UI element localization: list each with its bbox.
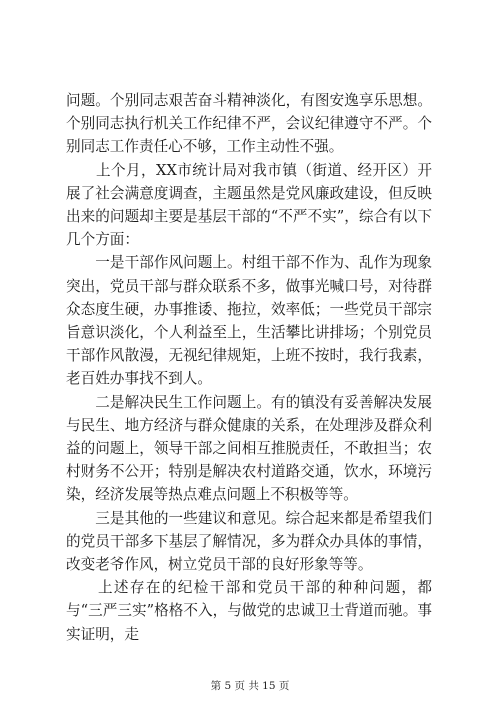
page-number-footer: 第 5 页 共 15 页 xyxy=(210,680,290,692)
paragraph-2: 上个月，XX市统计局对我市镇（街道、经开区）开展了社会满意度调查，主题虽然是党风廉政建设，但反映出来的问题却主要是基层干部的“不严不实”，综合有以下几个方面： xyxy=(66,161,432,249)
paragraph-6: 上述存在的纪检干部和党员干部的种种问题，都与“三严三实”格格不入，与做党的忠诚卫士背道而驰。事实证明，走 xyxy=(66,579,432,643)
paragraph-5: 三是其他的一些建议和意见。综合起来都是希望我们的党员干部多下基层了解情况，多为群众办具体的事情，改变老爷作风，树立党员干部的良好形象等等。 xyxy=(66,509,432,574)
paragraph-1: 问题。个别同志艰苦奋斗精神淡化，有图安逸享乐思想。个别同志执行机关工作纪律不严，会议纪律遵守不严。个别同志工作责任心不够，工作主动性不强。 xyxy=(66,92,432,156)
document-body xyxy=(66,89,432,646)
paragraph-3: 一是干部作风问题上。村组干部不作为、乱作为现象突出，党员干部与群众联系不多，做事光喊口号，对待群众态度生硬，办事推诿、拖拉，效率低；一些党员干部宗旨意识淡化，个人利益至上，生活攀比讲排场；个别党员干部作风散漫，无视纪律规矩，上班不按时，我行我素，老百姓办事找不到人。 xyxy=(66,254,432,388)
paragraph-4: 二是解决民生工作问题上。有的镇没有妥善解决发展与民生、地方经济与群众健康的关系，在处理涉及群众利益的问题上，领导干部之间相互推脱责任，不敢担当；农村财务不公开；特别是解决农村道路交通，饮水，环境污染，经济发展等热点难点问题上不积极等等。 xyxy=(66,393,432,504)
